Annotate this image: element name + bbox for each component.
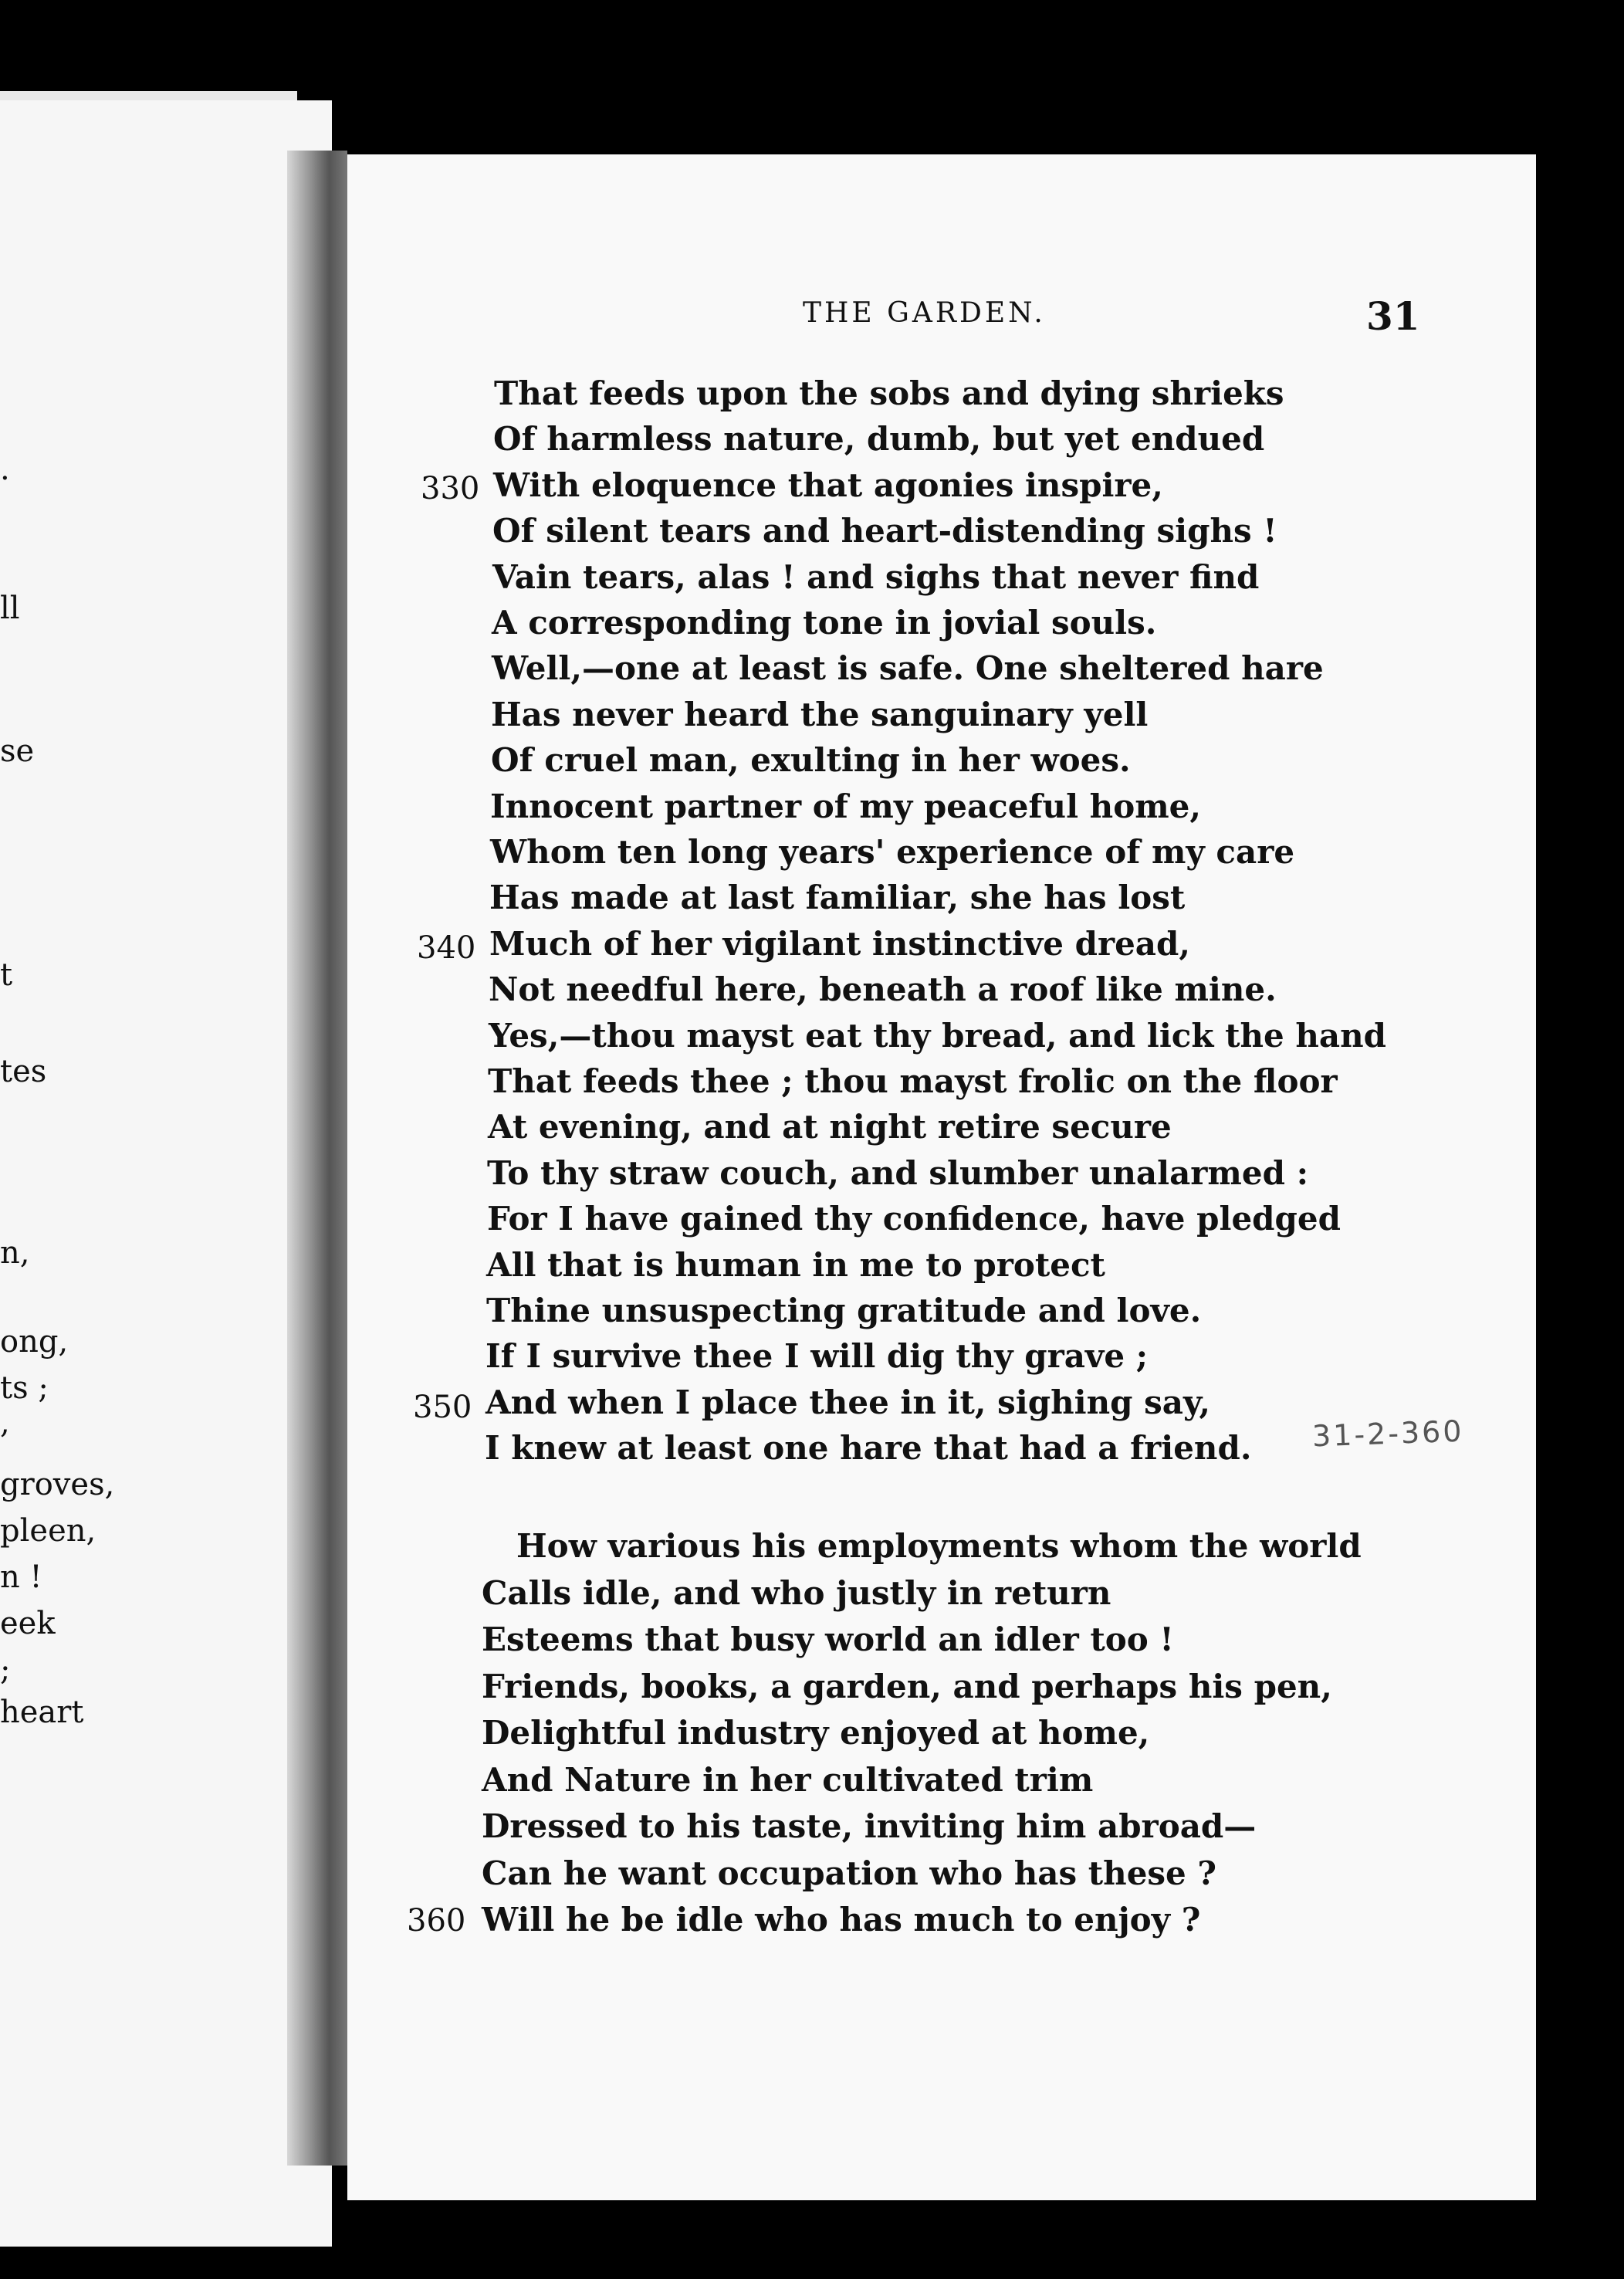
verse-line: Much of her vigilant instinctive dread, [489, 925, 1191, 963]
verse-line: Well,—one at least is safe. One sheltered hare [492, 649, 1324, 687]
verse-line: Thine unsuspecting gratitude and love. [486, 1292, 1202, 1329]
verse-line: Esteems that busy world an idler too ! [482, 1620, 1174, 1658]
left-page-fragment: n ! [0, 1559, 42, 1595]
verse-line: Whom ten long years' experience of my care [490, 833, 1295, 871]
left-page-fragment: se [0, 733, 35, 769]
verse-line: Delightful industry enjoyed at home, [482, 1714, 1150, 1752]
verse-line: Calls idle, and who justly in return [482, 1574, 1111, 1612]
left-page-fragment: ong, [0, 1324, 69, 1360]
left-page-fragment: pleen, [0, 1513, 96, 1549]
verse-line: Will he be idle who has much to enjoy ? [482, 1901, 1201, 1939]
verse-line: For I have gained thy confidence, have pledged [487, 1200, 1341, 1238]
book-gutter [287, 151, 347, 2166]
verse-line: Vain tears, alas ! and sighs that never find [492, 558, 1260, 596]
running-head: THE GARDEN. [803, 297, 1046, 329]
verse-line: Dressed to his taste, inviting him abroad— [482, 1807, 1257, 1845]
verse-line: Yes,—thou mayst eat thy bread, and lick the hand [489, 1017, 1386, 1055]
line-number: 360 [407, 1903, 466, 1939]
left-page-fragment: eek [0, 1606, 56, 1641]
verse-line: Friends, books, a garden, and perhaps his pen, [482, 1668, 1332, 1705]
verse-line: Has made at last familiar, she has lost [489, 879, 1186, 916]
verse-line: That feeds upon the sobs and dying shrieks [494, 374, 1284, 412]
line-number: 330 [421, 471, 480, 506]
verse-line: And Nature in her cultivated trim [482, 1761, 1094, 1799]
verse-line: I knew at least one hare that had a friend. [485, 1429, 1252, 1467]
verse-line: Innocent partner of my peaceful home, [490, 787, 1201, 825]
verse-line: Of silent tears and heart-distending sighs ! [492, 512, 1277, 550]
verse-line: All that is human in me to protect [486, 1246, 1105, 1284]
line-number: 350 [413, 1390, 472, 1425]
verse-line: A corresponding tone in jovial souls. [492, 604, 1157, 642]
left-page-fragment: t [0, 957, 13, 993]
verse-line: How various his employments whom the world [516, 1527, 1362, 1565]
verse-line: With eloquence that agonies inspire, [493, 466, 1163, 504]
left-page-fragment: ; [0, 1652, 11, 1688]
left-page-fragment: tes [0, 1054, 47, 1089]
left-page-fragment: , [0, 1405, 10, 1441]
left-page-fragment: heart [0, 1695, 84, 1730]
left-page-fragment: . [0, 452, 10, 487]
left-page-fragment: groves, [0, 1467, 115, 1502]
verse-line: If I survive thee I will dig thy grave ; [486, 1337, 1149, 1375]
line-number: 340 [417, 930, 476, 966]
verse-line: At evening, and at night retire secure [488, 1108, 1172, 1146]
verse-line: Of cruel man, exulting in her woes. [491, 741, 1131, 779]
verse-line: Not needful here, beneath a roof like mine. [489, 970, 1277, 1008]
verse-line: That feeds thee ; thou mayst frolic on the floor [488, 1062, 1338, 1100]
verse-line: To thy straw couch, and slumber unalarmed : [487, 1154, 1309, 1192]
verse-line: And when I place thee in it, sighing say, [486, 1383, 1210, 1421]
verse-line: Has never heard the sanguinary yell [491, 696, 1149, 733]
verse-line: Of harmless nature, dumb, but yet endued [493, 420, 1265, 458]
left-page-fragment: n, [0, 1235, 30, 1271]
left-page-fragment: ts ; [0, 1370, 49, 1406]
pencil-annotation: 31-2-360 [1311, 1414, 1465, 1454]
left-page-fragment: ll [0, 591, 20, 626]
verse-line: Can he want occupation who has these ? [482, 1854, 1217, 1892]
page-number: 31 [1366, 293, 1420, 339]
left-page [0, 100, 332, 2247]
